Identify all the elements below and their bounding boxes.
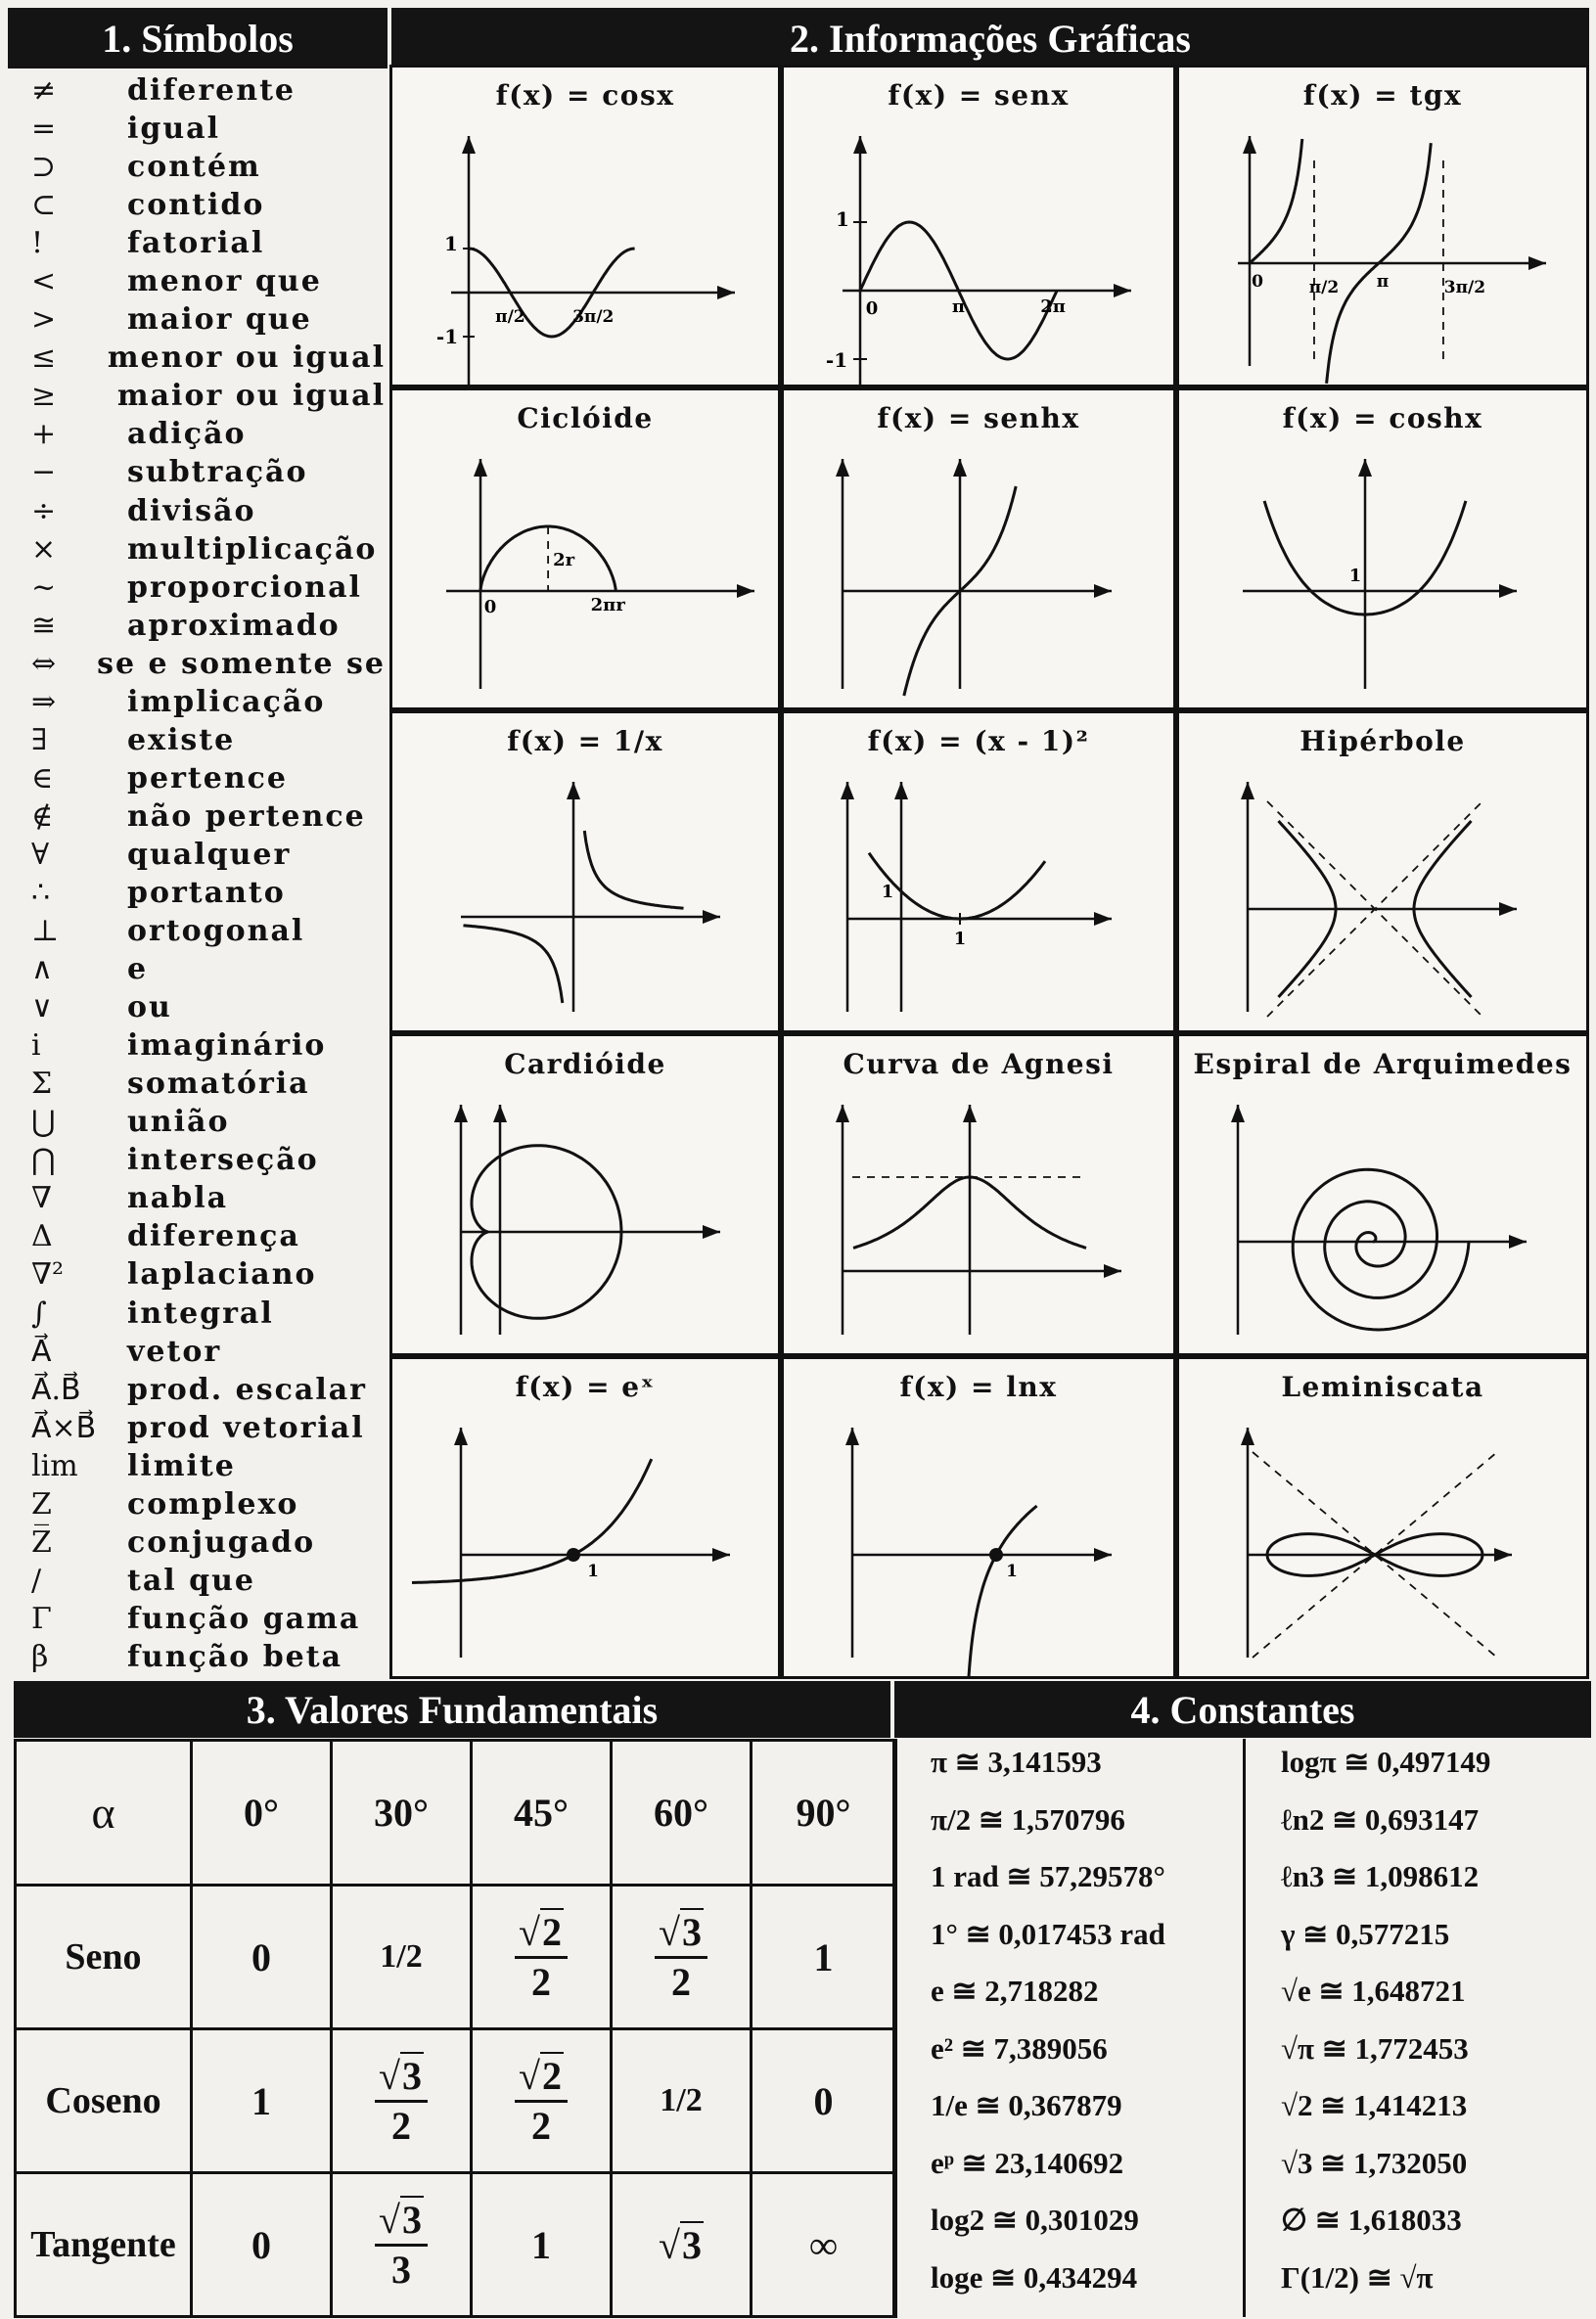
value-cell: 1/2	[332, 1886, 472, 2029]
symbol-row	[22, 1142, 386, 1178]
value-cell: ∞	[752, 2173, 896, 2317]
symbol-glyph: lim	[31, 1448, 78, 1483]
symbol-label: divisão	[127, 493, 256, 528]
symbol-row	[22, 378, 386, 414]
graph-title: Cardióide	[504, 1048, 666, 1080]
symbol-label: contém	[127, 150, 261, 185]
graph-hyper	[1176, 710, 1589, 1033]
graph-plot-spiral	[1179, 1036, 1586, 1353]
graph-plot-exp	[392, 1359, 778, 1676]
graph-tick-label: -1	[825, 348, 848, 372]
symbol-label: diferença	[127, 1219, 300, 1254]
symbol-row	[22, 454, 386, 490]
symbol-row	[22, 149, 386, 185]
graph-tick-label: π/2	[495, 307, 525, 327]
angle-header: 30°	[332, 1741, 472, 1886]
graph-plot-sinh	[784, 390, 1173, 707]
symbol-glyph: =	[31, 112, 57, 147]
value-cell: 1	[752, 1886, 896, 2029]
constant-left: loge ≅ 0,434294	[931, 2259, 1138, 2295]
symbol-label: fatorial	[127, 226, 265, 261]
symbol-label: prod vetorial	[127, 1410, 365, 1445]
graph-spiral	[1176, 1033, 1589, 1356]
graph-plot-lemn	[1179, 1359, 1586, 1676]
symbols-list	[22, 72, 386, 1677]
value-cell: √3	[612, 2173, 752, 2317]
symbol-glyph: A⃗.B⃗	[31, 1372, 81, 1407]
symbol-row	[22, 340, 386, 376]
symbol-label: maior ou igual	[116, 379, 386, 414]
constant-left: π ≅ 3,141593	[931, 1745, 1102, 1779]
constants-column-right	[1246, 1739, 1594, 2317]
symbol-label: vetor	[127, 1334, 222, 1369]
symbol-label: laplaciano	[127, 1257, 317, 1293]
symbol-glyph: ×	[31, 531, 57, 567]
graph-plot-sin	[784, 68, 1173, 385]
constant-left: eᵖ ≅ 23,140692	[931, 2145, 1124, 2180]
symbol-label: não pertence	[127, 798, 366, 834]
symbol-glyph: β	[31, 1639, 49, 1674]
symbol-glyph: ⋃	[31, 1105, 56, 1140]
graph-agnesi	[781, 1033, 1176, 1356]
symbol-row	[22, 1027, 386, 1064]
symbol-row	[22, 798, 386, 835]
graph-plot-cycloid	[392, 390, 778, 707]
graph-tick-label: 0	[483, 597, 497, 617]
value-cell: $\frac{√2}{2}$	[472, 2029, 612, 2173]
symbol-glyph: ⊥	[31, 914, 60, 949]
graph-tick-label: π	[951, 296, 966, 317]
symbol-glyph: ÷	[31, 493, 57, 528]
symbol-row	[22, 684, 386, 720]
value-cell: 1	[472, 2173, 612, 2317]
graph-tick-label: 3π/2	[1443, 278, 1486, 297]
symbol-label: subtração	[127, 455, 308, 490]
symbol-label: tal que	[127, 1563, 256, 1598]
constant-left: 1/e ≅ 0,367879	[931, 2088, 1122, 2122]
value-cell: $\frac{√2}{2}$	[472, 1886, 612, 2029]
symbol-glyph: ∇	[31, 1181, 52, 1216]
symbol-glyph: ∉	[31, 798, 54, 834]
constant-right: γ ≅ 0,577215	[1281, 1916, 1450, 1951]
symbol-row	[22, 1218, 386, 1254]
symbol-label: nabla	[127, 1181, 229, 1216]
graph-plot-parab	[784, 713, 1173, 1030]
symbol-row	[22, 1486, 386, 1523]
symbol-glyph: ~	[31, 569, 57, 605]
symbol-label: função gama	[127, 1601, 361, 1636]
symbol-label: contido	[127, 188, 265, 223]
graph-title: f(x) = senhx	[877, 402, 1080, 434]
symbol-glyph: ∴	[31, 876, 51, 910]
graph-title: f(x) = tgx	[1302, 79, 1463, 112]
symbol-glyph: Z̅	[31, 1524, 52, 1560]
symbol-row	[22, 1334, 386, 1370]
symbol-row	[22, 1563, 386, 1599]
constant-right: logπ ≅ 0,497149	[1281, 1745, 1491, 1779]
symbol-row	[22, 1410, 386, 1446]
symbol-row	[22, 1372, 386, 1408]
symbol-row	[22, 569, 386, 606]
symbol-row	[22, 531, 386, 568]
graph-plot-hyper	[1179, 713, 1586, 1030]
symbol-glyph: ∫	[31, 1296, 47, 1331]
symbol-label: e	[127, 952, 149, 987]
header-symbols: 1. Símbolos	[8, 8, 388, 68]
symbol-row	[22, 1524, 386, 1561]
symbol-glyph: A⃗×B⃗	[31, 1410, 97, 1445]
symbol-glyph: ∇²	[31, 1257, 64, 1293]
symbol-label: implicação	[127, 684, 326, 719]
symbol-glyph: ∈	[31, 760, 54, 796]
symbol-label: maior que	[127, 302, 312, 338]
graph-plot-cosh	[1179, 390, 1586, 707]
graph-title: f(x) = coshx	[1282, 402, 1483, 434]
graph-tick-label: 1	[836, 207, 849, 231]
graph-exp	[389, 1356, 781, 1679]
value-cell: 0	[192, 1886, 332, 2029]
symbol-label: existe	[127, 722, 236, 757]
symbol-row	[22, 301, 386, 338]
graph-title: Curva de Agnesi	[843, 1048, 1115, 1080]
symbol-row	[22, 1180, 386, 1216]
graph-title: Leminiscata	[1281, 1371, 1484, 1403]
symbol-glyph: Δ	[31, 1219, 53, 1254]
symbol-row	[22, 608, 386, 644]
symbol-label: prod. escalar	[127, 1372, 367, 1407]
constant-left: e ≅ 2,718282	[931, 1974, 1099, 2008]
graph-cycloid	[389, 387, 781, 710]
symbol-glyph: ⇔	[31, 646, 57, 681]
graph-plot-cardioid	[392, 1036, 778, 1353]
symbol-label: proporcional	[127, 569, 362, 605]
graph-tick-label: 2π	[1040, 296, 1066, 317]
angle-header: 0°	[192, 1741, 332, 1886]
symbol-row	[22, 111, 386, 147]
graph-title: f(x) = 1/x	[507, 725, 663, 757]
graph-plot-tan	[1179, 68, 1586, 385]
symbol-glyph: ≥	[31, 379, 57, 414]
constant-right: Γ(1/2) ≅ √π	[1281, 2259, 1434, 2295]
symbol-glyph: ⇒	[31, 684, 57, 719]
symbol-label: aproximado	[127, 608, 341, 643]
symbol-row	[22, 837, 386, 873]
graph-tick-label: 0	[1252, 272, 1263, 292]
symbol-glyph: ∃	[31, 722, 48, 757]
symbol-glyph: ≅	[31, 608, 57, 643]
symbol-row	[22, 1639, 386, 1675]
symbol-row	[22, 1601, 386, 1637]
header-graphs: 2. Informações Gráficas	[391, 8, 1589, 68]
symbol-glyph: ∨	[31, 990, 53, 1025]
constant-left: 1 rad ≅ 57,29578°	[931, 1859, 1165, 1893]
symbol-label: igual	[127, 112, 221, 147]
value-cell: 0	[752, 2029, 896, 2173]
symbol-label: complexo	[127, 1486, 299, 1522]
graphs-grid	[389, 65, 1589, 1679]
symbol-label: conjugado	[127, 1524, 316, 1560]
symbol-glyph: −	[31, 455, 57, 490]
graph-ln	[781, 1356, 1176, 1679]
constant-left: 1° ≅ 0,017453 rad	[931, 1916, 1165, 1951]
row-label-tangente: Tangente	[16, 2173, 192, 2317]
symbol-row	[22, 1296, 386, 1332]
row-label-seno: Seno	[16, 1886, 192, 2029]
graph-tick-label: 1	[1006, 1562, 1018, 1581]
graph-tick-label: 1	[587, 1562, 599, 1581]
symbol-glyph: ≤	[31, 341, 57, 376]
symbol-glyph: i	[31, 1028, 41, 1064]
symbol-row	[22, 722, 386, 758]
symbol-label: interseção	[127, 1143, 319, 1178]
graph-title: f(x) = cosx	[495, 79, 675, 112]
symbol-row	[22, 493, 386, 529]
graph-title: f(x) = lnx	[899, 1371, 1058, 1403]
graph-tick-label: 1	[881, 882, 894, 902]
symbol-label: qualquer	[127, 837, 292, 872]
angle-header: 60°	[612, 1741, 752, 1886]
symbol-row	[22, 1104, 386, 1140]
symbol-label: função beta	[127, 1639, 343, 1674]
value-cell: 1	[192, 2029, 332, 2173]
graph-tick-label: 3π/2	[572, 307, 615, 327]
symbol-label: diferente	[127, 73, 296, 108]
symbol-label: menor ou igual	[107, 341, 386, 376]
symbol-glyph: !	[31, 226, 44, 261]
graph-plot-cos	[392, 68, 778, 385]
symbol-row	[22, 187, 386, 223]
constant-right: ℓn2 ≅ 0,693147	[1281, 1801, 1480, 1837]
symbol-glyph: Z	[31, 1486, 52, 1522]
graph-title: Hipérbole	[1300, 725, 1466, 757]
value-cell: $\frac{√3}{2}$	[332, 2029, 472, 2173]
graph-cardioid	[389, 1033, 781, 1356]
graph-tick-label: π/2	[1308, 278, 1340, 297]
value-cell: $\frac{√3}{3}$	[332, 2173, 472, 2317]
graph-plot-ln	[784, 1359, 1173, 1676]
constant-right: ℓn3 ≅ 1,098612	[1281, 1859, 1480, 1893]
symbol-label: multiplicação	[127, 531, 378, 567]
symbol-label: se e somente se	[97, 646, 386, 681]
graph-title: f(x) = (x - 1)²	[867, 725, 1090, 757]
graph-tick-label: -1	[435, 325, 459, 348]
symbol-row	[22, 951, 386, 987]
graph-tick-label: 2r	[553, 550, 575, 570]
symbol-row	[22, 646, 386, 682]
graph-lemn	[1176, 1356, 1589, 1679]
symbol-row	[22, 1256, 386, 1293]
graph-inv	[389, 710, 781, 1033]
symbol-label: ou	[127, 990, 172, 1025]
angle-header: 45°	[472, 1741, 612, 1886]
graph-cos	[389, 65, 781, 387]
symbol-glyph: ⊃	[31, 150, 57, 185]
header-values: 3. Valores Fundamentais	[14, 1681, 890, 1738]
symbol-glyph: ⋂	[31, 1143, 56, 1178]
constant-right: √3 ≅ 1,732050	[1281, 2145, 1468, 2180]
symbol-glyph: +	[31, 417, 57, 452]
graph-tick-label: 1	[444, 232, 458, 255]
symbol-label: integral	[127, 1296, 274, 1331]
symbol-glyph: ⊂	[31, 188, 57, 223]
angle-header: 90°	[752, 1741, 896, 1886]
graph-plot-agnesi	[784, 1036, 1173, 1353]
symbol-glyph: ∀	[31, 837, 50, 872]
graph-title: Ciclóide	[517, 402, 654, 434]
symbol-label: menor que	[127, 264, 322, 299]
symbol-row	[22, 1066, 386, 1102]
constant-left: log2 ≅ 0,301029	[931, 2203, 1139, 2237]
graph-cosh	[1176, 387, 1589, 710]
graph-title: f(x) = senx	[888, 79, 1070, 112]
constant-right: √2 ≅ 1,414213	[1281, 2088, 1468, 2122]
constant-right: √e ≅ 1,648721	[1281, 1974, 1466, 2008]
symbol-glyph: ∧	[31, 952, 53, 987]
fundamental-values-table	[14, 1739, 897, 2318]
symbol-label: ortogonal	[127, 914, 305, 949]
graph-tick-label: 0	[865, 298, 879, 319]
graph-tan	[1176, 65, 1589, 387]
symbol-glyph: ≠	[31, 73, 57, 108]
symbol-label: união	[127, 1105, 230, 1140]
symbol-row	[22, 1448, 386, 1484]
symbol-row	[22, 875, 386, 911]
symbol-glyph: <	[31, 264, 57, 299]
symbol-row	[22, 760, 386, 796]
symbol-row	[22, 263, 386, 299]
value-cell: $\frac{√3}{2}$	[612, 1886, 752, 2029]
graph-sinh	[781, 387, 1176, 710]
symbol-glyph: Γ	[31, 1601, 52, 1636]
symbol-label: limite	[127, 1448, 236, 1483]
graph-sin	[781, 65, 1176, 387]
symbol-glyph: A⃗	[31, 1334, 52, 1369]
symbol-row	[22, 72, 386, 109]
graph-title: f(x) = eˣ	[515, 1371, 656, 1403]
symbol-row	[22, 989, 386, 1025]
table-corner: α	[16, 1741, 192, 1886]
symbol-row	[22, 913, 386, 949]
constant-right: √π ≅ 1,772453	[1281, 2030, 1469, 2066]
symbol-label: pertence	[127, 760, 288, 796]
graph-parab	[781, 710, 1176, 1033]
graph-tick-label: 1	[1348, 566, 1362, 586]
constants-column-left	[895, 1739, 1246, 2317]
value-cell: 0	[192, 2173, 332, 2317]
graph-tick-label: π	[1376, 272, 1390, 292]
graph-tick-label: 1	[953, 929, 967, 949]
header-constants: 4. Constantes	[894, 1681, 1591, 1738]
constant-left: π/2 ≅ 1,570796	[931, 1801, 1125, 1837]
value-cell: 1/2	[612, 2029, 752, 2173]
symbol-label: portanto	[127, 876, 286, 910]
constants-panel	[892, 1739, 1594, 2317]
symbol-glyph: Σ	[31, 1067, 53, 1102]
graph-tick-label: 2πr	[590, 595, 625, 615]
constant-left: e² ≅ 7,389056	[931, 2030, 1108, 2066]
graph-title: Espiral de Arquimedes	[1193, 1048, 1573, 1080]
symbol-glyph: /	[31, 1563, 42, 1598]
symbol-row	[22, 416, 386, 452]
symbol-label: imaginário	[127, 1028, 327, 1064]
symbol-label: somatória	[127, 1067, 310, 1102]
symbol-glyph: >	[31, 302, 57, 338]
symbol-label: adição	[127, 417, 247, 452]
symbol-row	[22, 225, 386, 261]
graph-plot-inv	[392, 713, 778, 1030]
row-label-coseno: Coseno	[16, 2029, 192, 2173]
constant-right: ∅ ≅ 1,618033	[1281, 2203, 1462, 2237]
